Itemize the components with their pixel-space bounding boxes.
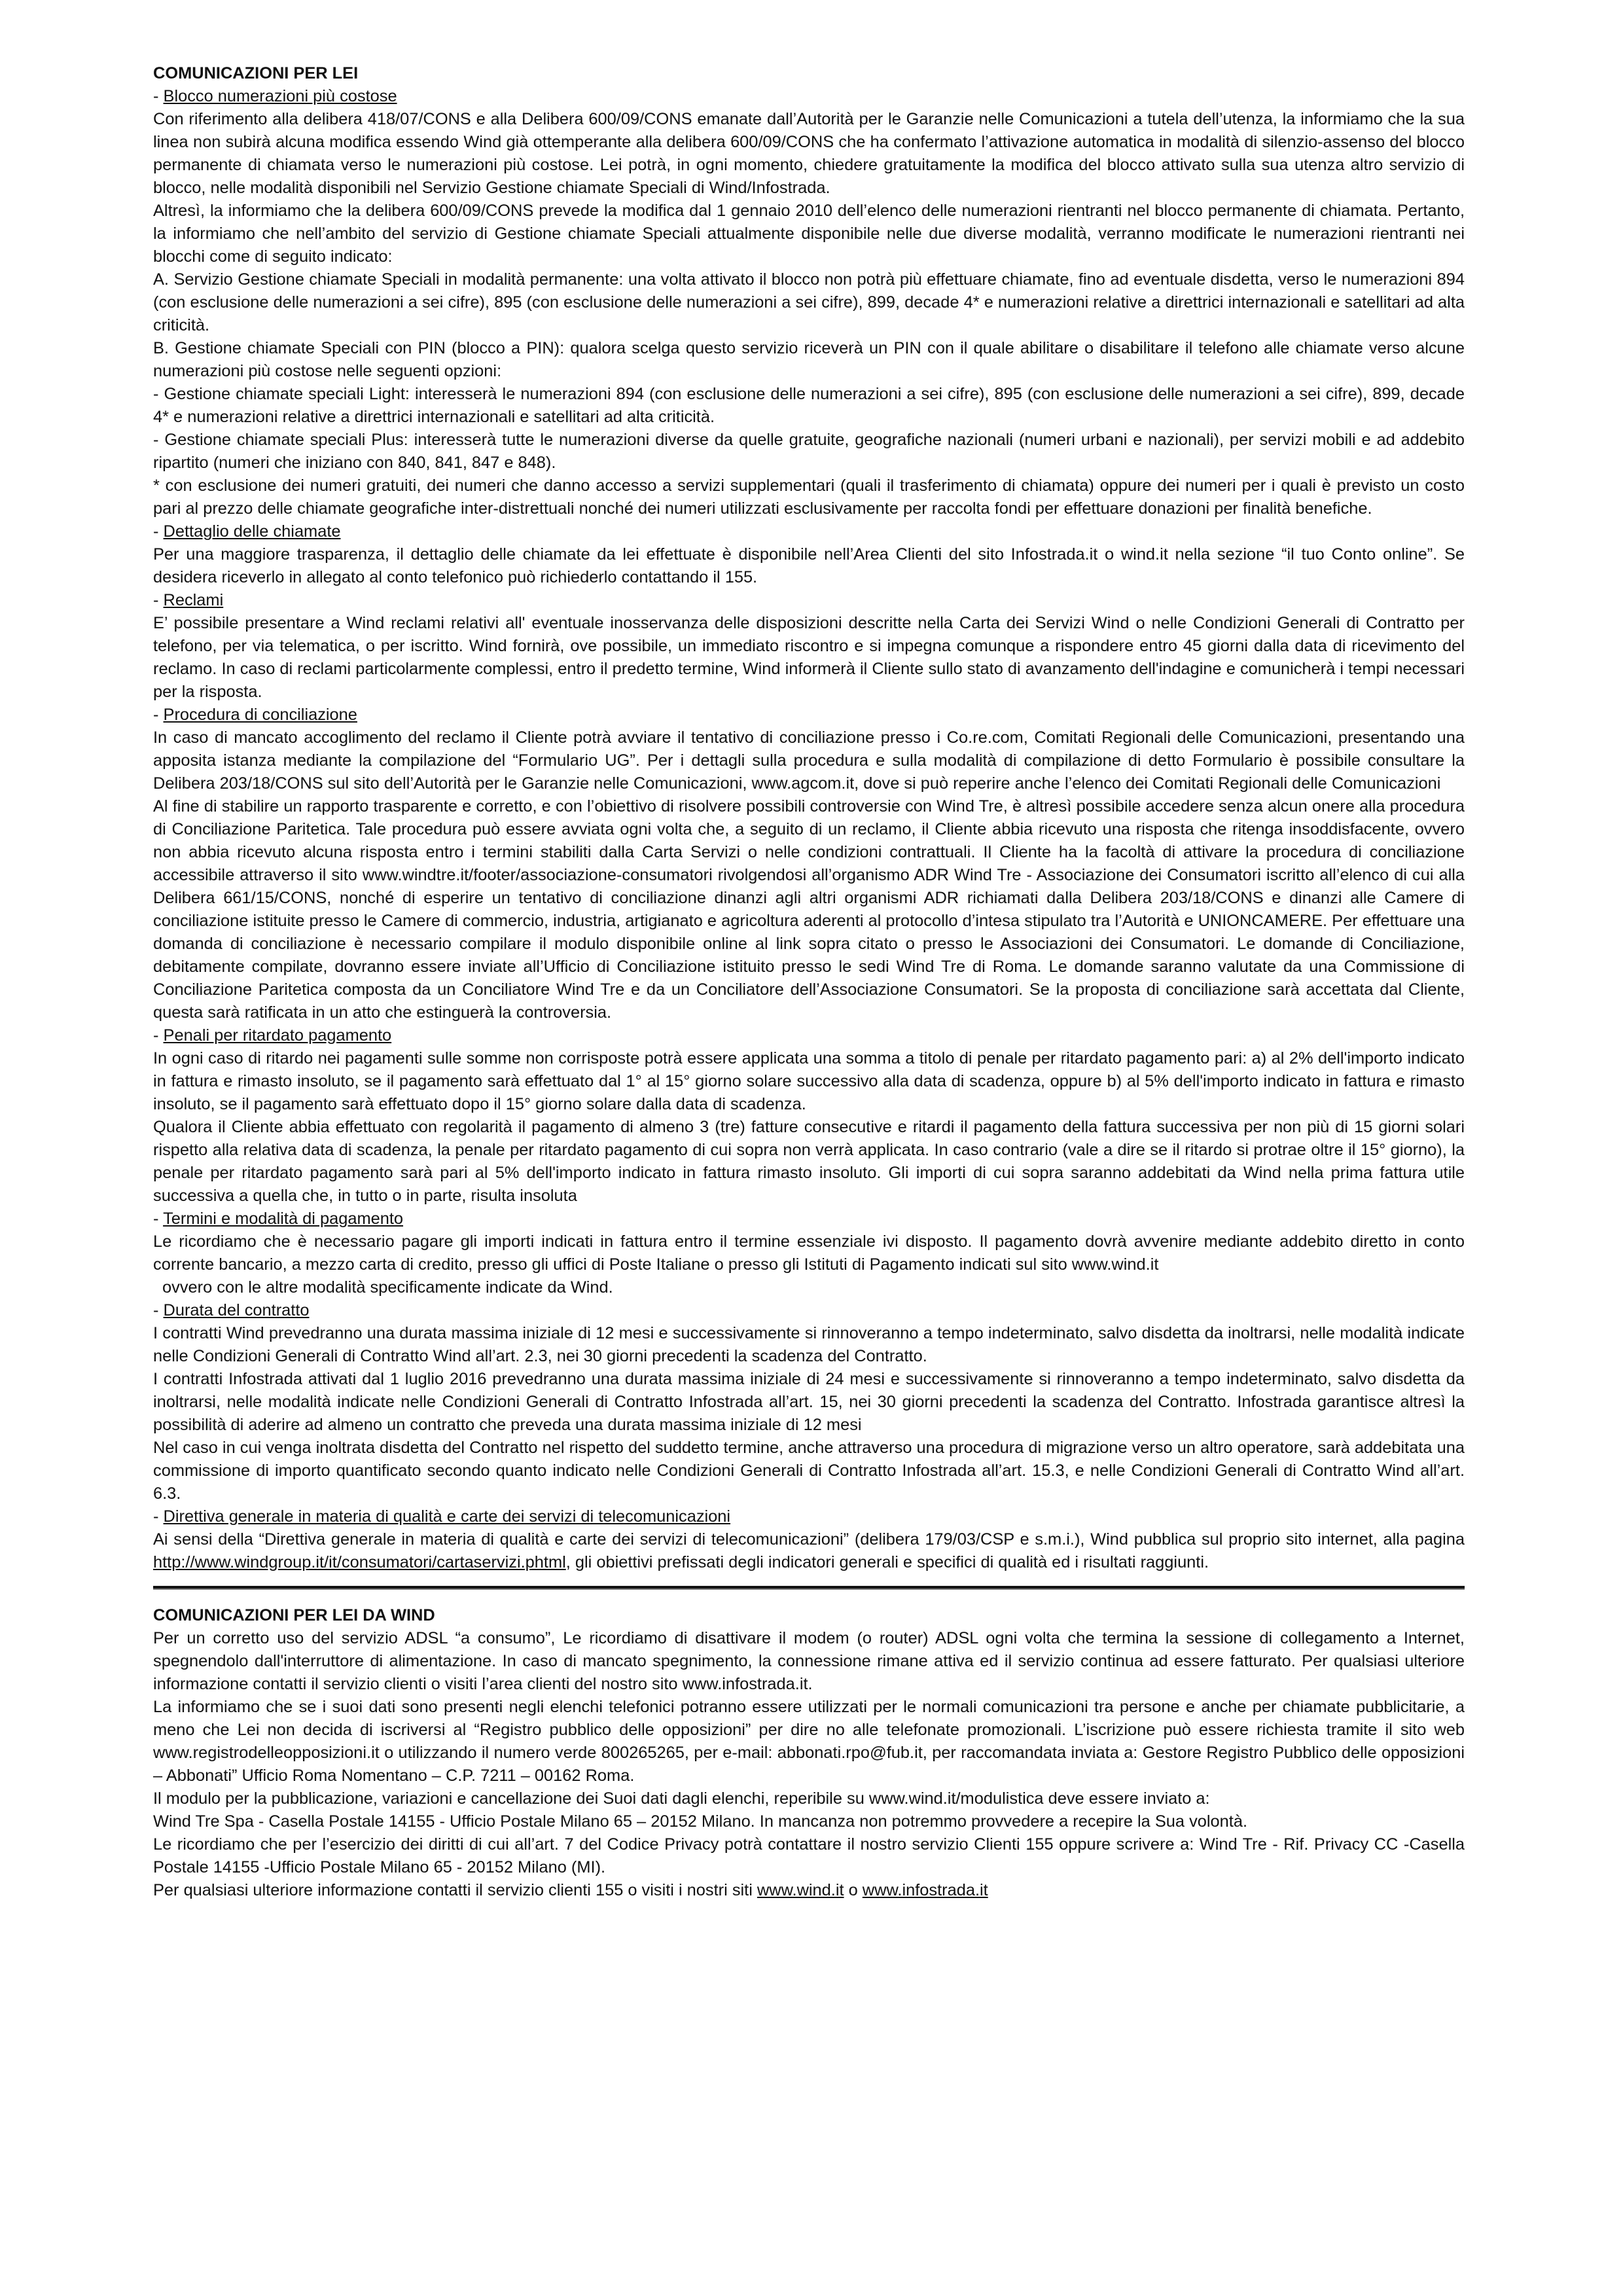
- subheading-blocco: - Blocco numerazioni più costose: [153, 87, 397, 105]
- infostrada-site-link[interactable]: www.infostrada.it: [862, 1881, 988, 1899]
- document-page: [153, 62, 1465, 1902]
- paragraph: - Gestione chiamate speciali Plus: interesserà tutte le numerazioni diverse da quelle gratuite, geografiche nazionali (numeri urbani e nazionali), per servizi mobili e ad addebito ripartito (numeri che iniziano con 840, 841, 847 e 848).: [153, 431, 1465, 472]
- paragraph: * con esclusione dei numeri gratuiti, dei numeri che danno accesso a servizi supplementari (quali il trasferimento di chiamata) oppure dei numeri per i quali è previsto un costo pari al prezzo delle chiamate geografiche inter-distrettuali nonché dei numeri utilizzati esclusivamente per raccolta fondi per effettuare donazioni per finalità benefiche.: [153, 476, 1465, 518]
- paragraph: A. Servizio Gestione chiamate Speciali in modalità permanente: una volta attivato il blocco non potrà più effettuare chiamate, fino ad eventuale disdetta, verso le numerazioni 894 (con esclusione delle numerazioni a sei cifre), 895 (con esclusione delle numerazioni a sei cifre), 899, decade 4* e numerazioni relative a direttrici internazionali e satellitari ad alta criticità.: [153, 270, 1465, 334]
- paragraph: Nel caso in cui venga inoltrata disdetta del Contratto nel rispetto del suddetto termine, anche attraverso una procedura di migrazione verso un altro operatore, sarà addebitata una commissione di importo quantificato secondo quanto indicato nelle Condizioni Generali di Contratto Infostrada all’art. 15.3, e nelle Condizioni Generali di Contratto Wind all’art. 6.3.: [153, 1439, 1465, 1503]
- text-span: Per qualsiasi ulteriore informazione contatti il servizio clienti 155 o visiti i nostri siti: [153, 1881, 757, 1899]
- subheading-penali: - Penali per ritardato pagamento: [153, 1026, 392, 1045]
- paragraph: Wind Tre Spa - Casella Postale 14155 - Ufficio Postale Milano 65 – 20152 Milano. In mancanza non potremmo provvedere a recepire la Sua volontà.: [153, 1812, 1248, 1831]
- paragraph: Per una maggiore trasparenza, il dettaglio delle chiamate da lei effettuate è disponibile nell’Area Clienti del sito Infostrada.it o wind.it nella sezione “il tuo Conto online”. Se desidera riceverlo in allegato al conto telefonico può richiederlo contattando il 155.: [153, 545, 1465, 586]
- subheading-durata: - Durata del contratto: [153, 1301, 310, 1319]
- paragraph: I contratti Infostrada attivati dal 1 luglio 2016 prevedranno una durata massima iniziale di 24 mesi e successivamente si rinnoveranno a tempo indeterminato, salvo disdetta da inoltrarsi, nelle modalità indicate nelle Condizioni Generali di Contratto Infostrada all’art. 15, nei 30 giorni precedenti la scadenza del Contratto. Infostrada garantisce altresì la possibilità di aderire ad almeno un contratto che preveda una durata massima iniziale di 12 mesi: [153, 1370, 1465, 1434]
- subheading-conciliazione-label: Procedura di conciliazione: [163, 706, 357, 724]
- subheading-dettaglio-label: Dettaglio delle chiamate: [163, 522, 341, 541]
- paragraph: Per un corretto uso del servizio ADSL “a consumo”, Le ricordiamo di disattivare il modem (o router) ADSL ogni volta che termina la sessione di collegamento a Internet, spegnendolo dall'interruttore di alimentazione. In caso di mancato spegnimento, la connessione rimane attiva ed il servizio continua ad essere fatturato. Per qualsiasi ulteriore informazione contatti il servizio clienti o visiti l’area clienti del nostro sito www.infostrada.it.: [153, 1629, 1465, 1693]
- paragraph: ovvero con le altre modalità specificamente indicate da Wind.: [162, 1278, 613, 1297]
- subheading-termini-label: Termini e modalità di pagamento: [163, 1210, 404, 1228]
- wind-site-link[interactable]: www.wind.it: [757, 1881, 844, 1899]
- paragraph: - Gestione chiamate speciali Light: interesserà le numerazioni 894 (con esclusione delle numerazioni a sei cifre), 895 (con esclusione delle numerazioni a sei cifre), 899, decade 4* e numerazioni relative a direttrici internazionali e satellitari ad alta criticità.: [153, 385, 1465, 426]
- subheading-reclami: - Reclami: [153, 591, 224, 609]
- subheading-reclami-label: Reclami: [163, 591, 224, 609]
- paragraph: Con riferimento alla delibera 418/07/CONS e alla Delibera 600/09/CONS emanate dall’Autorità per le Garanzie nelle Comunicazioni a tutela dell’utenza, la informiamo che la sua linea non subirà alcuna modifica essendo Wind già ottemperante alla delibera 600/09/CONS che ha confermato l’attivazione automatica in modalità di silenzio-assenso del blocco permanente di chiamata verso le numerazioni più costose. Lei potrà, in ogni momento, chiedere gratuitamente la modifica del blocco attivato sulla sua utenza altro servizio di blocco, nelle modalità disponibili nel Servizio Gestione chiamate Speciali di Wind/Infostrada.: [153, 110, 1465, 197]
- subheading-durata-label: Durata del contratto: [163, 1301, 310, 1319]
- text-span: Ai sensi della “Direttiva generale in materia di qualità e carte dei servizi di telecomunicazioni” (delibera 179/03/CSP e s.m.i.), Wind pubblica sul proprio sito internet, alla pagina: [153, 1530, 1465, 1549]
- subheading-conciliazione: - Procedura di conciliazione: [153, 706, 357, 724]
- paragraph: E’ possibile presentare a Wind reclami relativi all' eventuale inosservanza delle disposizioni descritte nella Carta dei Servizi Wind o nelle Condizioni Generali di Contratto per telefono, per via telematica, o per iscritto. Wind fornirà, ove possibile, un immediato riscontro e si impegna comunque a rispondere entro 45 giorni dalla data di ricevimento del reclamo. In caso di reclami particolarmente complessi, entro il predetto termine, Wind informerà il Cliente sullo stato di avanzamento dell'indagine e comunicherà i tempi necessari per la risposta.: [153, 614, 1465, 701]
- section-title-da-wind: COMUNICAZIONI PER LEI DA WIND: [153, 1606, 435, 1624]
- paragraph: In ogni caso di ritardo nei pagamenti sulle somme non corrisposte potrà essere applicata una somma a titolo di penale per ritardato pagamento pari: a) al 2% dell'importo indicato in fattura e rimasto insoluto, se il pagamento sarà effettuato dal 1° al 15° giorno solare successivo alla data di scadenza, oppure b) al 5% dell'importo indicato in fattura e rimasto insoluto, se il pagamento sarà effettuato dopo il 15° giorno solare dalla data di scadenza.: [153, 1049, 1465, 1113]
- subheading-direttiva: - Direttiva generale in materia di qualità e carte dei servizi di telecomunicazioni: [153, 1507, 731, 1526]
- subheading-penali-label: Penali per ritardato pagamento: [163, 1026, 392, 1045]
- text-span: , gli obiettivi prefissati degli indicatori generali e specifici di qualità ed i risultati raggiunti.: [565, 1553, 1209, 1571]
- paragraph: La informiamo che se i suoi dati sono presenti negli elenchi telefonici potranno essere utilizzati per le normali comunicazioni tra persone e anche per chiamate pubblicitarie, a meno che Lei non decida di iscriversi al “Registro pubblico delle opposizioni” per dire no alle telefonate promozionali. L’iscrizione può essere richiesta tramite il sito web www.registrodelleopposizioni.it o utilizzando il numero verde 800265265, per e-mail: abbonati.rpo@fub.it, per raccomandata inviata a: Gestore Registro Pubblico delle opposizioni – Abbonati” Ufficio Roma Nomentano – C.P. 7211 – 00162 Roma.: [153, 1698, 1465, 1785]
- paragraph: In caso di mancato accoglimento del reclamo il Cliente potrà avviare il tentativo di conciliazione presso i Co.re.com, Comitati Regionali delle Comunicazioni, presentando una apposita istanza mediante la compilazione del “Formulario UG”. Per i dettagli sulla procedura e sulla modalità di compilazione di detto Formulario è possibile consultare la Delibera 203/18/CONS sul sito dell’Autorità per le Garanzie nelle Comunicazioni, www.agcom.it, dove si può reperire anche l’elenco dei Comitati Regionali delle Comunicazioni: [153, 728, 1465, 793]
- paragraph: Le ricordiamo che per l’esercizio dei diritti di cui all’art. 7 del Codice Privacy potrà contattare il nostro servizio Clienti 155 oppure scrivere a: Wind Tre - Rif. Privacy CC -Casella Postale 14155 -Ufficio Postale Milano 65 - 20152 Milano (MI).: [153, 1835, 1465, 1876]
- paragraph: I contratti Wind prevedranno una durata massima iniziale di 12 mesi e successivamente si rinnoveranno a tempo indeterminato, salvo disdetta da inoltrarsi, nelle modalità indicate nelle Condizioni Generali di Contratto Wind all’art. 2.3, nei 30 giorni precedenti la scadenza del Contratto.: [153, 1324, 1465, 1365]
- text-span: o: [844, 1881, 863, 1899]
- subheading-blocco-label: Blocco numerazioni più costose: [163, 87, 397, 105]
- paragraph: Le ricordiamo che è necessario pagare gli importi indicati in fattura entro il termine essenziale ivi disposto. Il pagamento dovrà avvenire mediante addebito diretto in conto corrente bancario, a mezzo carta di credito, presso gli uffici di Poste Italiane o presso gli Istituti di Pagamento indicati sul sito www.wind.it: [153, 1232, 1465, 1274]
- subheading-dettaglio: - Dettaglio delle chiamate: [153, 522, 341, 541]
- paragraph: Il modulo per la pubblicazione, variazioni e cancellazione dei Suoi dati dagli elenchi, reperibile su www.wind.it/modulistica deve essere inviato a:: [153, 1789, 1210, 1808]
- paragraph: Altresì, la informiamo che la delibera 600/09/CONS prevede la modifica dal 1 gennaio 2010 dell’elenco delle numerazioni rientranti nel blocco permanente di chiamata. Pertanto, la informiamo che nell’ambito del servizio di Gestione chiamate Speciali attualmente disponibile nelle due diverse modalità, verranno modificate le numerazioni rientranti nei blocchi come di seguito indicato:: [153, 202, 1465, 266]
- carta-servizi-link[interactable]: http://www.windgroup.it/it/consumatori/cartaservizi.phtml: [153, 1553, 566, 1571]
- section-divider: [153, 1586, 1465, 1590]
- paragraph-contatti: [153, 1879, 1465, 1902]
- subheading-direttiva-label: Direttiva generale in materia di qualità e carte dei servizi di telecomunicazioni: [163, 1507, 731, 1526]
- paragraph: B. Gestione chiamate Speciali con PIN (blocco a PIN): qualora scelga questo servizio riceverà un PIN con il quale abilitare o disabilitare il telefono alle chiamate verso alcune numerazioni più costose nelle seguenti opzioni:: [153, 339, 1465, 380]
- paragraph: Al fine di stabilire un rapporto trasparente e corretto, e con l’obiettivo di risolvere possibili controversie con Wind Tre, è altresì possibile accedere senza alcun onere alla procedura di Conciliazione Paritetica. Tale procedura può essere avviata ogni volta che, a seguito di un reclamo, il Cliente abbia ricevuto una risposta che ritenga insoddisfacente, ovvero non abbia ricevuto alcuna risposta entro i termini stabiliti dalla Carta Servizi o nelle condizioni contrattuali. Il Cliente ha la facoltà di attivare la procedura di conciliazione accessibile attraverso il sito www.windtre.it/footer/associazione-consumatori rivolgendosi all’organismo ADR Wind Tre - Associazione dei Consumatori iscritto all’elenco di cui alla Delibera 661/15/CONS, nonché di esperire un tentativo di conciliazione dinanzi agli altri organismi ADR richiamati dalla Delibera 203/18/CONS e dinanzi alle Camere di conciliazione istituite presso le Camere di commercio, industria, artigianato e agricoltura aderenti al protocollo d’intesa stipulato tra l’Autorità e UNIONCAMERE. Per effettuare una domanda di conciliazione è necessario compilare il modulo disponibile online al link sopra citato o presso le Associazioni dei Consumatori. Le domande di Conciliazione, debitamente compilate, dovranno essere inviate all’Ufficio di Conciliazione istituito presso le sedi Wind Tre di Roma. Le domande saranno valutate da una Commissione di Conciliazione Paritetica composta da un Conciliatore Wind Tre e da un Conciliatore dell’Associazione Consumatori. Se la proposta di conciliazione sarà accettata dal Cliente, questa sarà ratificata in un atto che estinguerà la controversia.: [153, 797, 1465, 1022]
- paragraph: Qualora il Cliente abbia effettuato con regolarità il pagamento di almeno 3 (tre) fatture consecutive e ritardi il pagamento della fattura successiva per non più di 15 giorni solari rispetto alla relativa data di scadenza, la penale per ritardato pagamento di cui sopra non verrà applicata. In caso contrario (vale a dire se il ritardo si protrae oltre il 15° giorno), la penale per ritardato pagamento sarà pari al 5% dell'importo indicato in fattura rimasto insoluto. Gli importi di cui sopra saranno addebitati da Wind nella prima fattura utile successiva a quella che, in tutto o in parte, risulta insoluta: [153, 1118, 1465, 1205]
- paragraph-direttiva: [153, 1528, 1465, 1574]
- subheading-termini: - Termini e modalità di pagamento: [153, 1210, 404, 1228]
- section-title-comunicazioni: COMUNICAZIONI PER LEI: [153, 64, 359, 82]
